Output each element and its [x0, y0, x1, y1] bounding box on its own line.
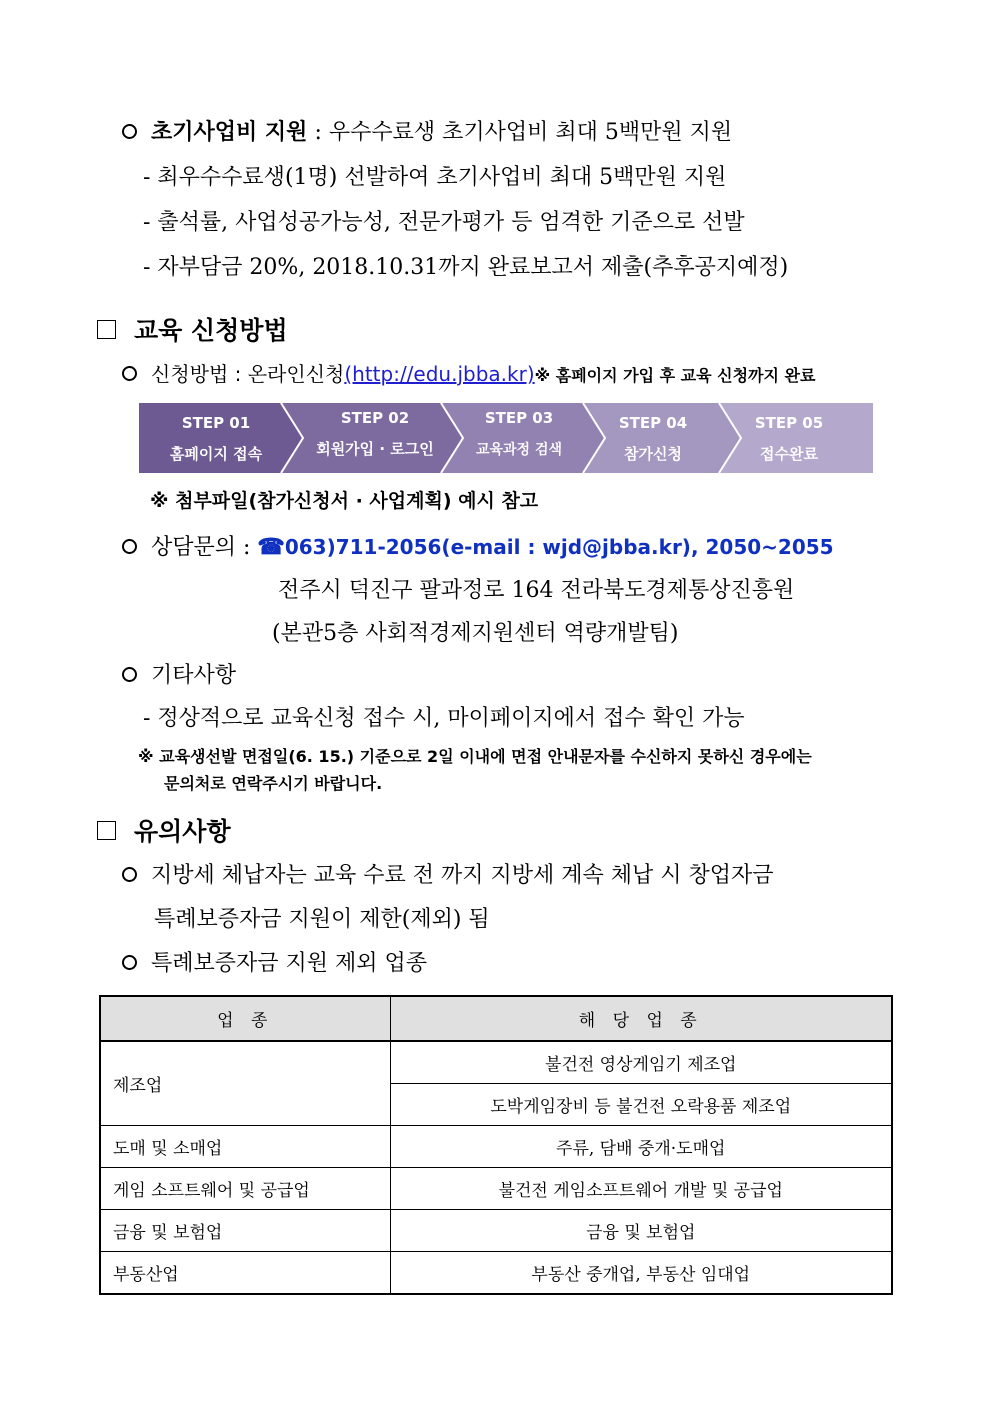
bullet-circle-icon [122, 955, 137, 970]
bullet-circle-icon [122, 124, 137, 139]
bullet-circle-icon [122, 539, 137, 554]
step-5-label: 접수완료 [760, 445, 818, 463]
etc-line [122, 658, 236, 689]
contact-line [122, 530, 834, 561]
etc-label: 기타사항 [151, 663, 237, 688]
attachment-note: ※ 첨부파일(참가신청서 · 사업계획) 예시 참고 [150, 490, 539, 512]
address-line-1: 전주시 덕진구 팔과정로 164 전라북도경제통상진흥원 [278, 578, 795, 603]
caution-heading [97, 812, 231, 848]
phone-icon: ☎ [257, 534, 285, 560]
table-header-row [100, 996, 892, 1041]
table-cell-item: 주류, 담배 중개·도매업 [390, 1126, 892, 1168]
step-3-number: STEP 03 [484, 409, 554, 427]
table-row [100, 1252, 892, 1295]
bullet-circle-icon [122, 366, 137, 381]
table-cell-category: 도매 및 소매업 [100, 1126, 390, 1168]
startup-heading-line [122, 115, 732, 146]
table-cell-item: 부동산 중개업, 부동산 임대업 [390, 1252, 892, 1295]
table-cell-category: 게임 소프트웨어 및 공급업 [100, 1168, 390, 1210]
table-header-category: 업 종 [100, 996, 390, 1041]
bullet-circle-icon [122, 867, 137, 882]
checkbox-square-icon [97, 320, 116, 339]
startup-item-3: - 자부담금 20%, 2018.10.31까지 완료보고서 제출(추후공지예정) [143, 255, 789, 280]
step-2-label: 회원가입 · 로그인 [316, 440, 434, 458]
interview-note-line-2: 문의처로 연락주시기 바랍니다. [164, 774, 383, 793]
interview-note-line-1: ※ 교육생선발 면접일(6. 15.) 기준으로 2일 이내에 면접 안내문자를 수신하지 못하신 경우에는 [138, 747, 812, 766]
caution-item-1-line-2: 특례보증자금 지원이 제한(제외) 됨 [154, 907, 490, 932]
step-1-label: 홈페이지 접속 [169, 445, 263, 463]
excluded-industries-table [99, 995, 893, 1295]
apply-method-line [122, 358, 815, 387]
caution-item-2 [122, 946, 427, 977]
caution-heading-text: 유의사항 [134, 817, 231, 846]
table-row [100, 1126, 892, 1168]
caution-item-1 [122, 858, 774, 889]
table-row [100, 1210, 892, 1252]
table-cell-category: 금융 및 보험업 [100, 1210, 390, 1252]
contact-phone: 063)711-2056(e-mail : wjd@jbba.kr), 2050~2055 [284, 535, 834, 559]
table-cell-item: 불건전 게임소프트웨어 개발 및 공급업 [390, 1168, 892, 1210]
startup-title: 초기사업비 지원 [151, 119, 308, 145]
table-cell-category: 제조업 [100, 1041, 390, 1126]
etc-item: - 정상적으로 교육신청 접수 시, 마이페이지에서 접수 확인 가능 [143, 706, 745, 731]
table-cell-item: 금융 및 보험업 [390, 1210, 892, 1252]
checkbox-square-icon [97, 821, 116, 840]
step-4-number: STEP 04 [618, 414, 688, 432]
apply-method-note: ※ 홈페이지 가입 후 교육 신청까지 완료 [534, 366, 816, 385]
step-5-number: STEP 05 [754, 414, 824, 432]
step-4-label: 참가신청 [624, 445, 682, 463]
step-1-number: STEP 01 [181, 414, 251, 432]
caution-item-1-line-1: 지방세 체납자는 교육 수료 전 까지 지방세 계속 체납 시 창업자금 [151, 863, 774, 888]
step-2-number: STEP 02 [340, 409, 410, 427]
table-row [100, 1168, 892, 1210]
step-3-label: 교육과정 검색 [475, 442, 563, 458]
startup-item-1: - 최우수수료생(1명) 선발하여 초기사업비 최대 5백만원 지원 [143, 165, 727, 190]
startup-item-2: - 출석률, 사업성공가능성, 전문가평가 등 엄격한 기준으로 선발 [143, 210, 745, 235]
bullet-circle-icon [122, 667, 137, 682]
contact-label: 상담문의 : [151, 535, 251, 560]
table-cell-item: 불건전 영상게임기 제조업 [390, 1041, 892, 1084]
apply-heading-text: 교육 신청방법 [134, 316, 288, 345]
startup-summary: : 우수수료생 초기사업비 최대 5백만원 지원 [314, 120, 733, 145]
apply-heading [97, 311, 288, 347]
table-header-items: 해 당 업 종 [390, 996, 892, 1041]
caution-item-2-text: 특례보증자금 지원 제외 업종 [151, 951, 428, 976]
application-steps-banner [139, 403, 873, 473]
apply-method-label: 신청방법 : 온라인신청 [151, 362, 345, 386]
table-row [100, 1041, 892, 1084]
address-line-2: (본관5층 사회적경제지원센터 역량개발팀) [272, 621, 679, 646]
table-cell-category: 부동산업 [100, 1252, 390, 1295]
table-cell-item: 도박게임장비 등 불건전 오락용품 제조업 [390, 1084, 892, 1126]
apply-site-link[interactable]: (http://edu.jbba.kr) [344, 362, 535, 386]
